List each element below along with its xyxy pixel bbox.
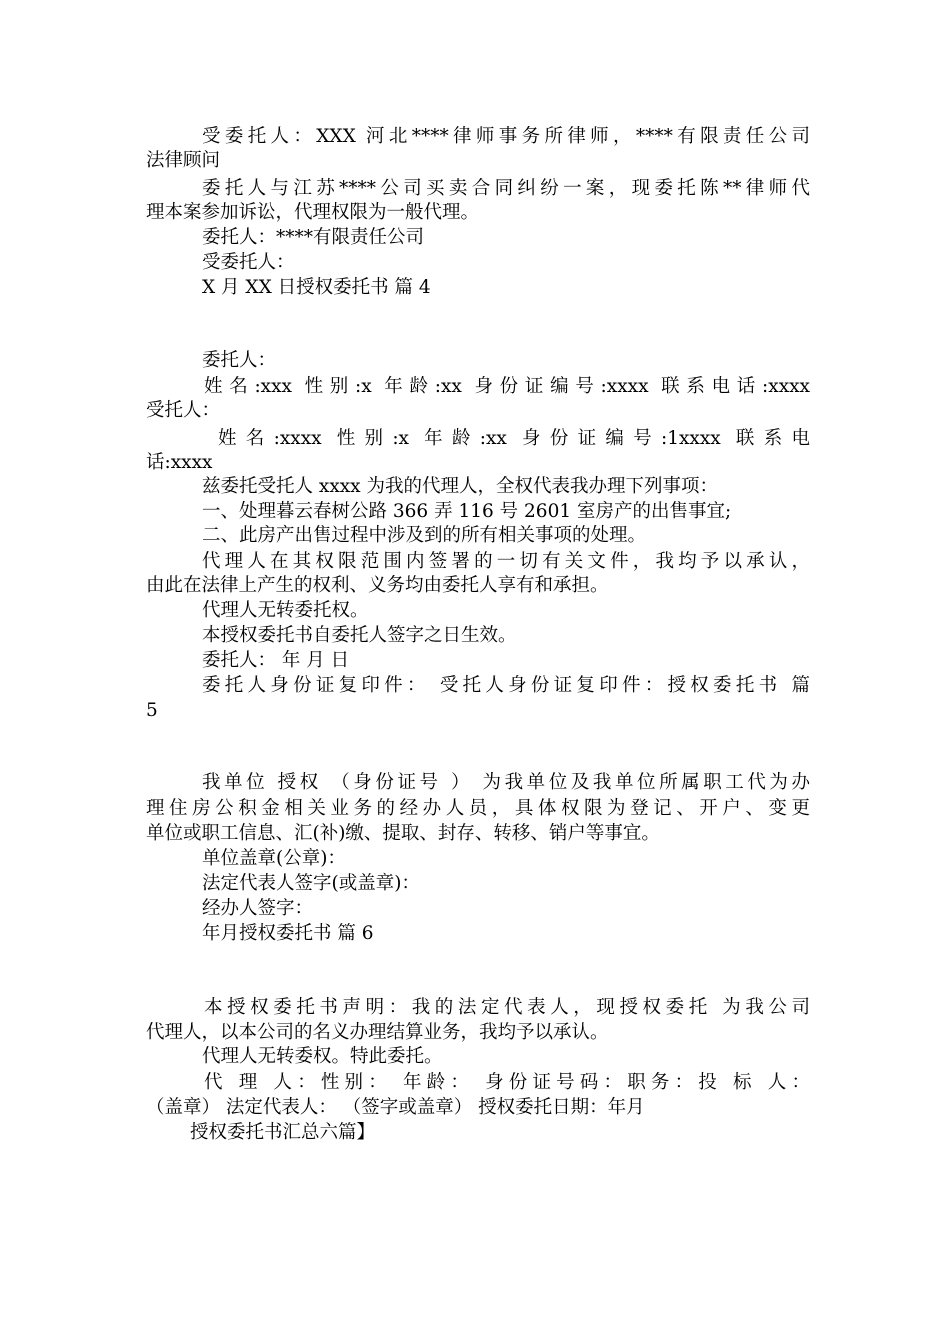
- text-line: 代理人在其权限范围内签署的一切有关文件，我均予以承认，: [202, 551, 810, 572]
- text-line: 二、此房产出售过程中涉及到的所有相关事项的处理。: [202, 525, 647, 546]
- text-line: 代理人无转委托权。: [202, 600, 369, 621]
- text-line: 委托人：: [202, 350, 277, 371]
- text-line: 话:xxxx: [146, 452, 213, 473]
- text-line: 5: [146, 700, 158, 721]
- text-line: 姓名:xxxx 性别:x 年龄:xx 身份证编号:1xxxx 联系电: [218, 428, 810, 449]
- text-line: 本授权委托书自委托人签字之日生效。: [202, 625, 517, 646]
- text-line: 姓名:xxx 性别:x 年龄:xx 身份证编号:xxxx 联系电话:xxxx: [204, 376, 810, 397]
- text-line: 受委托人：XXX 河北****律师事务所律师，****有限责任公司: [202, 126, 810, 147]
- text-line: 单位或职工信息、汇(补)缴、提取、封存、转移、销户等事宜。: [146, 823, 660, 844]
- text-line: 法律顾问: [146, 150, 221, 171]
- text-line: 委托人与江苏****公司买卖合同纠纷一案，现委托陈**律师代: [202, 178, 810, 199]
- text-line: 一、处理暮云春树公路 366 弄 116 号 2601 室房产的出售事宜;: [202, 501, 732, 522]
- text-line: 代 理 人：性别： 年龄： 身份证号码：职务：投 标 人：: [204, 1072, 810, 1093]
- text-line: 委托人：****有限责任公司: [202, 227, 425, 248]
- text-line: 单位盖章(公章)：: [202, 848, 346, 869]
- text-line: 我单位 授权 （身份证号 ） 为我单位及我单位所属职工代为办: [202, 772, 810, 793]
- text-line: 委托人： 年 月 日: [202, 650, 350, 671]
- text-line: 经办人签字：: [202, 898, 314, 919]
- text-line: 理本案参加诉讼，代理权限为一般代理。: [146, 202, 480, 223]
- text-line: 代理人，以本公司的名义办理结算业务，我均予以承认。: [146, 1022, 609, 1043]
- text-line: 代理人无转委权。特此委托。: [202, 1046, 443, 1067]
- section-heading: 年月授权委托书 篇 6: [202, 923, 374, 944]
- text-line: （盖章） 法定代表人： （签字或盖章） 授权委托日期：年月: [146, 1097, 645, 1118]
- text-line: 受托人：: [146, 400, 221, 421]
- text-line: 理住房公积金相关业务的经办人员，具体权限为登记、开户、变更: [146, 798, 810, 819]
- section-heading: X 月 XX 日授权委托书 篇 4: [202, 277, 431, 298]
- text-line: 兹委托受托人 xxxx 为我的代理人，全权代表我办理下列事项：: [202, 476, 718, 497]
- text-line: 法定代表人签字(或盖章)：: [202, 873, 420, 894]
- text-line: 受委托人：: [202, 252, 295, 273]
- text-line: 由此在法律上产生的权利、义务均由委托人享有和承担。: [146, 575, 609, 596]
- text-line: 本授权委托书声明：我的法定代表人，现授权委托 为我公司: [204, 997, 810, 1018]
- section-heading: 委托人身份证复印件： 受托人身份证复印件：授权委托书 篇: [202, 675, 810, 696]
- document-title-footer: 授权委托书汇总六篇】: [190, 1122, 376, 1143]
